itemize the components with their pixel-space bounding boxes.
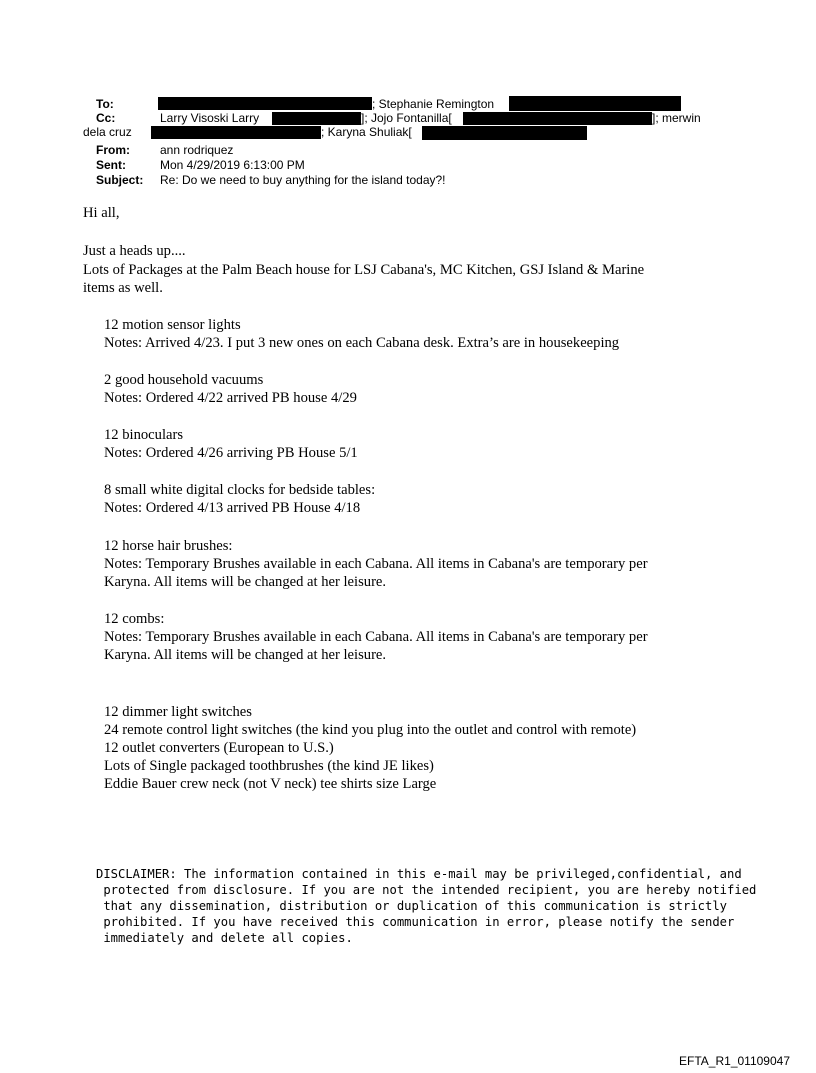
- sent-label: Sent:: [96, 158, 126, 172]
- list-item: Lots of Single packaged toothbrushes (the kind JE likes): [104, 758, 434, 774]
- list-item: 24 remote control light switches (the kind you plug into the outlet and control with remote): [104, 722, 637, 738]
- cc-name: ]; merwin: [652, 111, 701, 125]
- item-notes: Notes: Ordered 4/22 arrived PB house 4/29: [104, 390, 357, 406]
- item-notes: Notes: Ordered 4/13 arrived PB House 4/18: [104, 500, 361, 516]
- item-title: 12 horse hair brushes:: [104, 538, 233, 554]
- item-notes: Notes: Arrived 4/23. I put 3 new ones on each Cabana desk. Extra’s are in housekeeping: [104, 335, 620, 351]
- greeting: Hi all,: [83, 205, 120, 221]
- item-title: 12 combs:: [104, 611, 165, 627]
- item-title: 12 binoculars: [104, 427, 184, 443]
- redaction-box: [422, 126, 587, 140]
- item-title: 12 motion sensor lights: [104, 317, 241, 333]
- intro-line: Just a heads up....: [83, 243, 186, 259]
- from-label: From:: [96, 143, 130, 157]
- disclaimer-line: prohibited. If you have received this communication in error, please notify the sender: [96, 915, 735, 929]
- list-item: 12 dimmer light switches: [104, 704, 252, 720]
- list-item: Eddie Bauer crew neck (not V neck) tee shirts size Large: [104, 776, 437, 792]
- disclaimer-line: immediately and delete all copies.: [96, 931, 353, 945]
- to-recipients: ; Stephanie Remington: [372, 97, 495, 111]
- redaction-box: [272, 112, 361, 125]
- subject-label: Subject:: [96, 173, 144, 187]
- cc-name: ]; Jojo Fontanilla[: [361, 111, 452, 125]
- intro-line: Lots of Packages at the Palm Beach house for LSJ Cabana's, MC Kitchen, GSJ Island & Marine: [83, 262, 645, 278]
- from-value: ann rodriquez: [160, 143, 234, 157]
- disclaimer-line: protected from disclosure. If you are not the intended recipient, you are hereby notified: [96, 883, 757, 897]
- disclaimer-line: that any dissemination, distribution or duplication of this communication is strictly: [96, 899, 728, 913]
- document-id: EFTA_R1_01109047: [679, 1054, 790, 1068]
- intro-line: items as well.: [83, 280, 163, 296]
- cc-name: Larry Visoski Larry: [160, 111, 260, 125]
- redaction-box: [158, 97, 372, 110]
- redaction-box: [509, 96, 681, 111]
- item-notes: Karyna. All items will be changed at her leisure.: [104, 574, 387, 590]
- redaction-box: [151, 126, 321, 139]
- cc-label: Cc:: [96, 111, 116, 125]
- item-title: 2 good household vacuums: [104, 372, 264, 388]
- redaction-box: [463, 112, 652, 125]
- sent-value: Mon 4/29/2019 6:13:00 PM: [160, 158, 305, 172]
- to-label: To:: [96, 97, 114, 111]
- item-title: 8 small white digital clocks for bedside tables:: [104, 482, 376, 498]
- item-notes: Notes: Temporary Brushes available in each Cabana. All items in Cabana's are temporary per: [104, 556, 648, 572]
- item-notes: Notes: Ordered 4/26 arriving PB House 5/1: [104, 445, 358, 461]
- disclaimer: [96, 866, 757, 946]
- item-notes: Karyna. All items will be changed at her leisure.: [104, 647, 387, 663]
- cc-line2: dela cruz: [83, 125, 132, 139]
- cc-name: ; Karyna Shuliak[: [321, 125, 412, 139]
- disclaimer-line: DISCLAIMER: The information contained in this e-mail may be privileged,confidential, and: [96, 867, 742, 881]
- item-notes: Notes: Temporary Brushes available in each Cabana. All items in Cabana's are temporary per: [104, 629, 648, 645]
- list-item: 12 outlet converters (European to U.S.): [104, 740, 334, 756]
- subject-value: Re: Do we need to buy anything for the island today?!: [160, 173, 446, 187]
